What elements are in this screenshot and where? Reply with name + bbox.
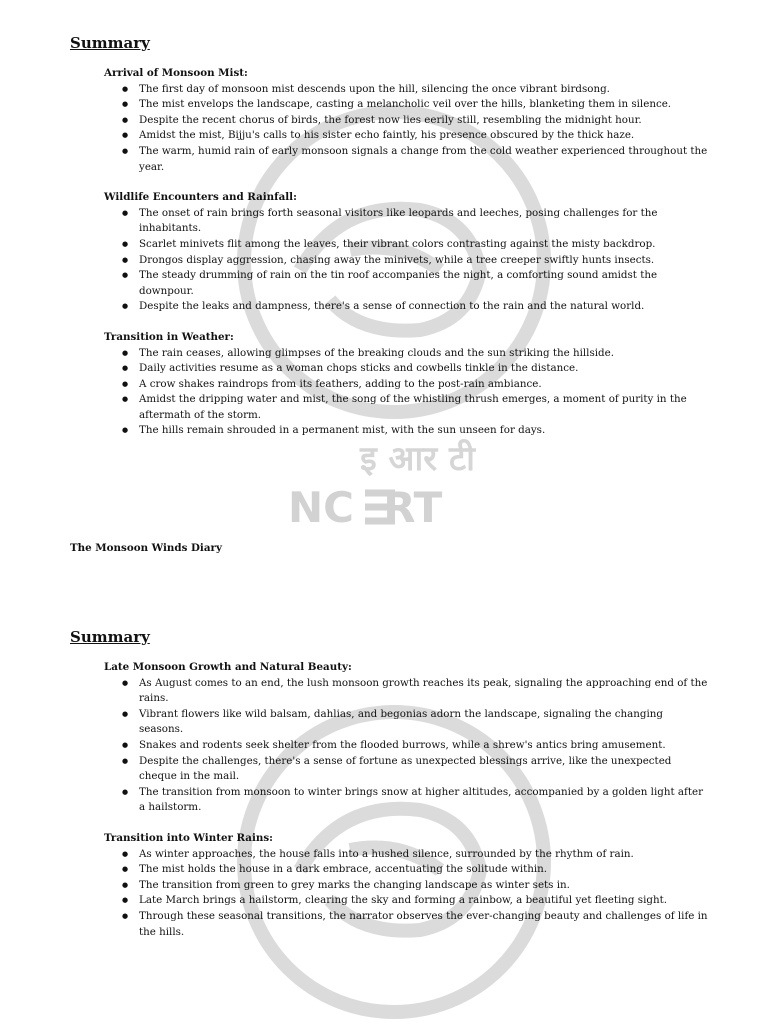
section-title: Late Monsoon Growth and Natural Beauty: [104,661,352,673]
section-title: Wildlife Encounters and Rainfall: [104,191,297,204]
bullet-item: ● The mist envelops the landscape, casting a melancholic veil over the hills, blanketing them in silence. [139,97,710,113]
bullet-list [104,346,710,440]
bullet-item: ● Late March brings a hailstorm, clearing the sky and forming a rainbow, a beautiful yet fleeting sight. [139,893,710,909]
section [104,831,710,940]
section-title: Transition in Weather: [104,330,234,343]
section [104,330,710,439]
bullet-item: ● Scarlet minivets flit among the leaves, their vibrant colors contrasting against the misty backdrop. [139,237,710,253]
summary-heading: Summary [70,628,150,646]
bullet-item: ● The onset of rain brings forth seasonal visitors like leopards and leeches, posing challenges for the inhabitants. [139,206,710,237]
bullet-item: ● The hills remain shrouded in a permanent mist, with the sun unseen for days. [139,423,710,439]
summary-block-1 [70,34,710,439]
bullet-item: ● Amidst the dripping water and mist, the song of the whistling thrush emerges, a moment of purity in the aftermath of the storm. [139,392,710,423]
bullet-item: ● A crow shakes raindrops from its feathers, adding to the post-rain ambiance. [139,377,710,393]
bullet-item: ● The rain ceases, allowing glimpses of the breaking clouds and the sun striking the hillside. [139,346,710,362]
watermark-ncert: NC RT [288,483,443,532]
bullet-item: ● As winter approaches, the house falls into a hushed silence, surrounded by the rhythm of rain. [139,847,710,863]
diary-title: The Monsoon Winds Diary [70,542,222,554]
bullet-item: ● Through these seasonal transitions, the narrator observes the ever-changing beauty and challenges of life in the hills. [139,909,710,940]
bullet-list [104,847,710,941]
bullet-item: ● The warm, humid rain of early monsoon signals a change from the cold weather experienced throughout the year. [139,144,710,175]
bullet-item: ● Vibrant flowers like wild balsam, dahlias, and begonias adorn the landscape, signaling the changing seasons. [139,707,710,738]
watermark-e-glyph [365,493,395,521]
summary-heading: Summary [70,34,150,52]
bullet-item: ● Drongos display aggression, chasing away the minivets, while a tree creeper swiftly hunts insects. [139,253,710,269]
section-title: Transition into Winter Rains: [104,831,273,844]
bullet-item: ● The steady drumming of rain on the tin roof accompanies the night, a comforting sound amidst the downpour. [139,268,710,299]
section [104,66,710,175]
bullet-item: ● The transition from green to grey marks the changing landscape as winter sets in. [139,878,710,894]
bullet-item: ● Despite the challenges, there's a sense of fortune as unexpected blessings arrive, like the unexpected cheque in the mail. [139,754,710,785]
watermark-hindi: इ आर टी [360,439,475,479]
bullet-list [104,676,710,816]
bullet-item: ● Amidst the mist, Bijju's calls to his sister echo faintly, his presence obscured by the thick haze. [139,128,710,144]
summary-block-2 [70,628,710,940]
bullet-list [104,206,710,315]
bullet-item: ● As August comes to an end, the lush monsoon growth reaches its peak, signaling the approaching end of the rains. [139,676,710,707]
bullet-item: ● Snakes and rodents seek shelter from the flooded burrows, while a shrew's antics bring amusement. [139,738,710,754]
bullet-item: ● The first day of monsoon mist descends upon the hill, silencing the once vibrant birdsong. [139,82,710,98]
section [104,660,710,816]
bullet-item: ● Despite the recent chorus of birds, the forest now lies eerily still, resembling the midnight hour. [139,113,710,129]
section-title: Arrival of Monsoon Mist: [104,67,248,79]
bullet-item: ● Daily activities resume as a woman chops sticks and cowbells tinkle in the distance. [139,361,710,377]
bullet-list [104,82,710,176]
bullet-item: ● Despite the leaks and dampness, there's a sense of connection to the rain and the natural world. [139,299,710,315]
bullet-item: ● The transition from monsoon to winter brings snow at higher altitudes, accompanied by a golden light after a hailstorm. [139,785,710,816]
section [104,190,710,315]
bullet-item: ● The mist holds the house in a dark embrace, accentuating the solitude within. [139,862,710,878]
